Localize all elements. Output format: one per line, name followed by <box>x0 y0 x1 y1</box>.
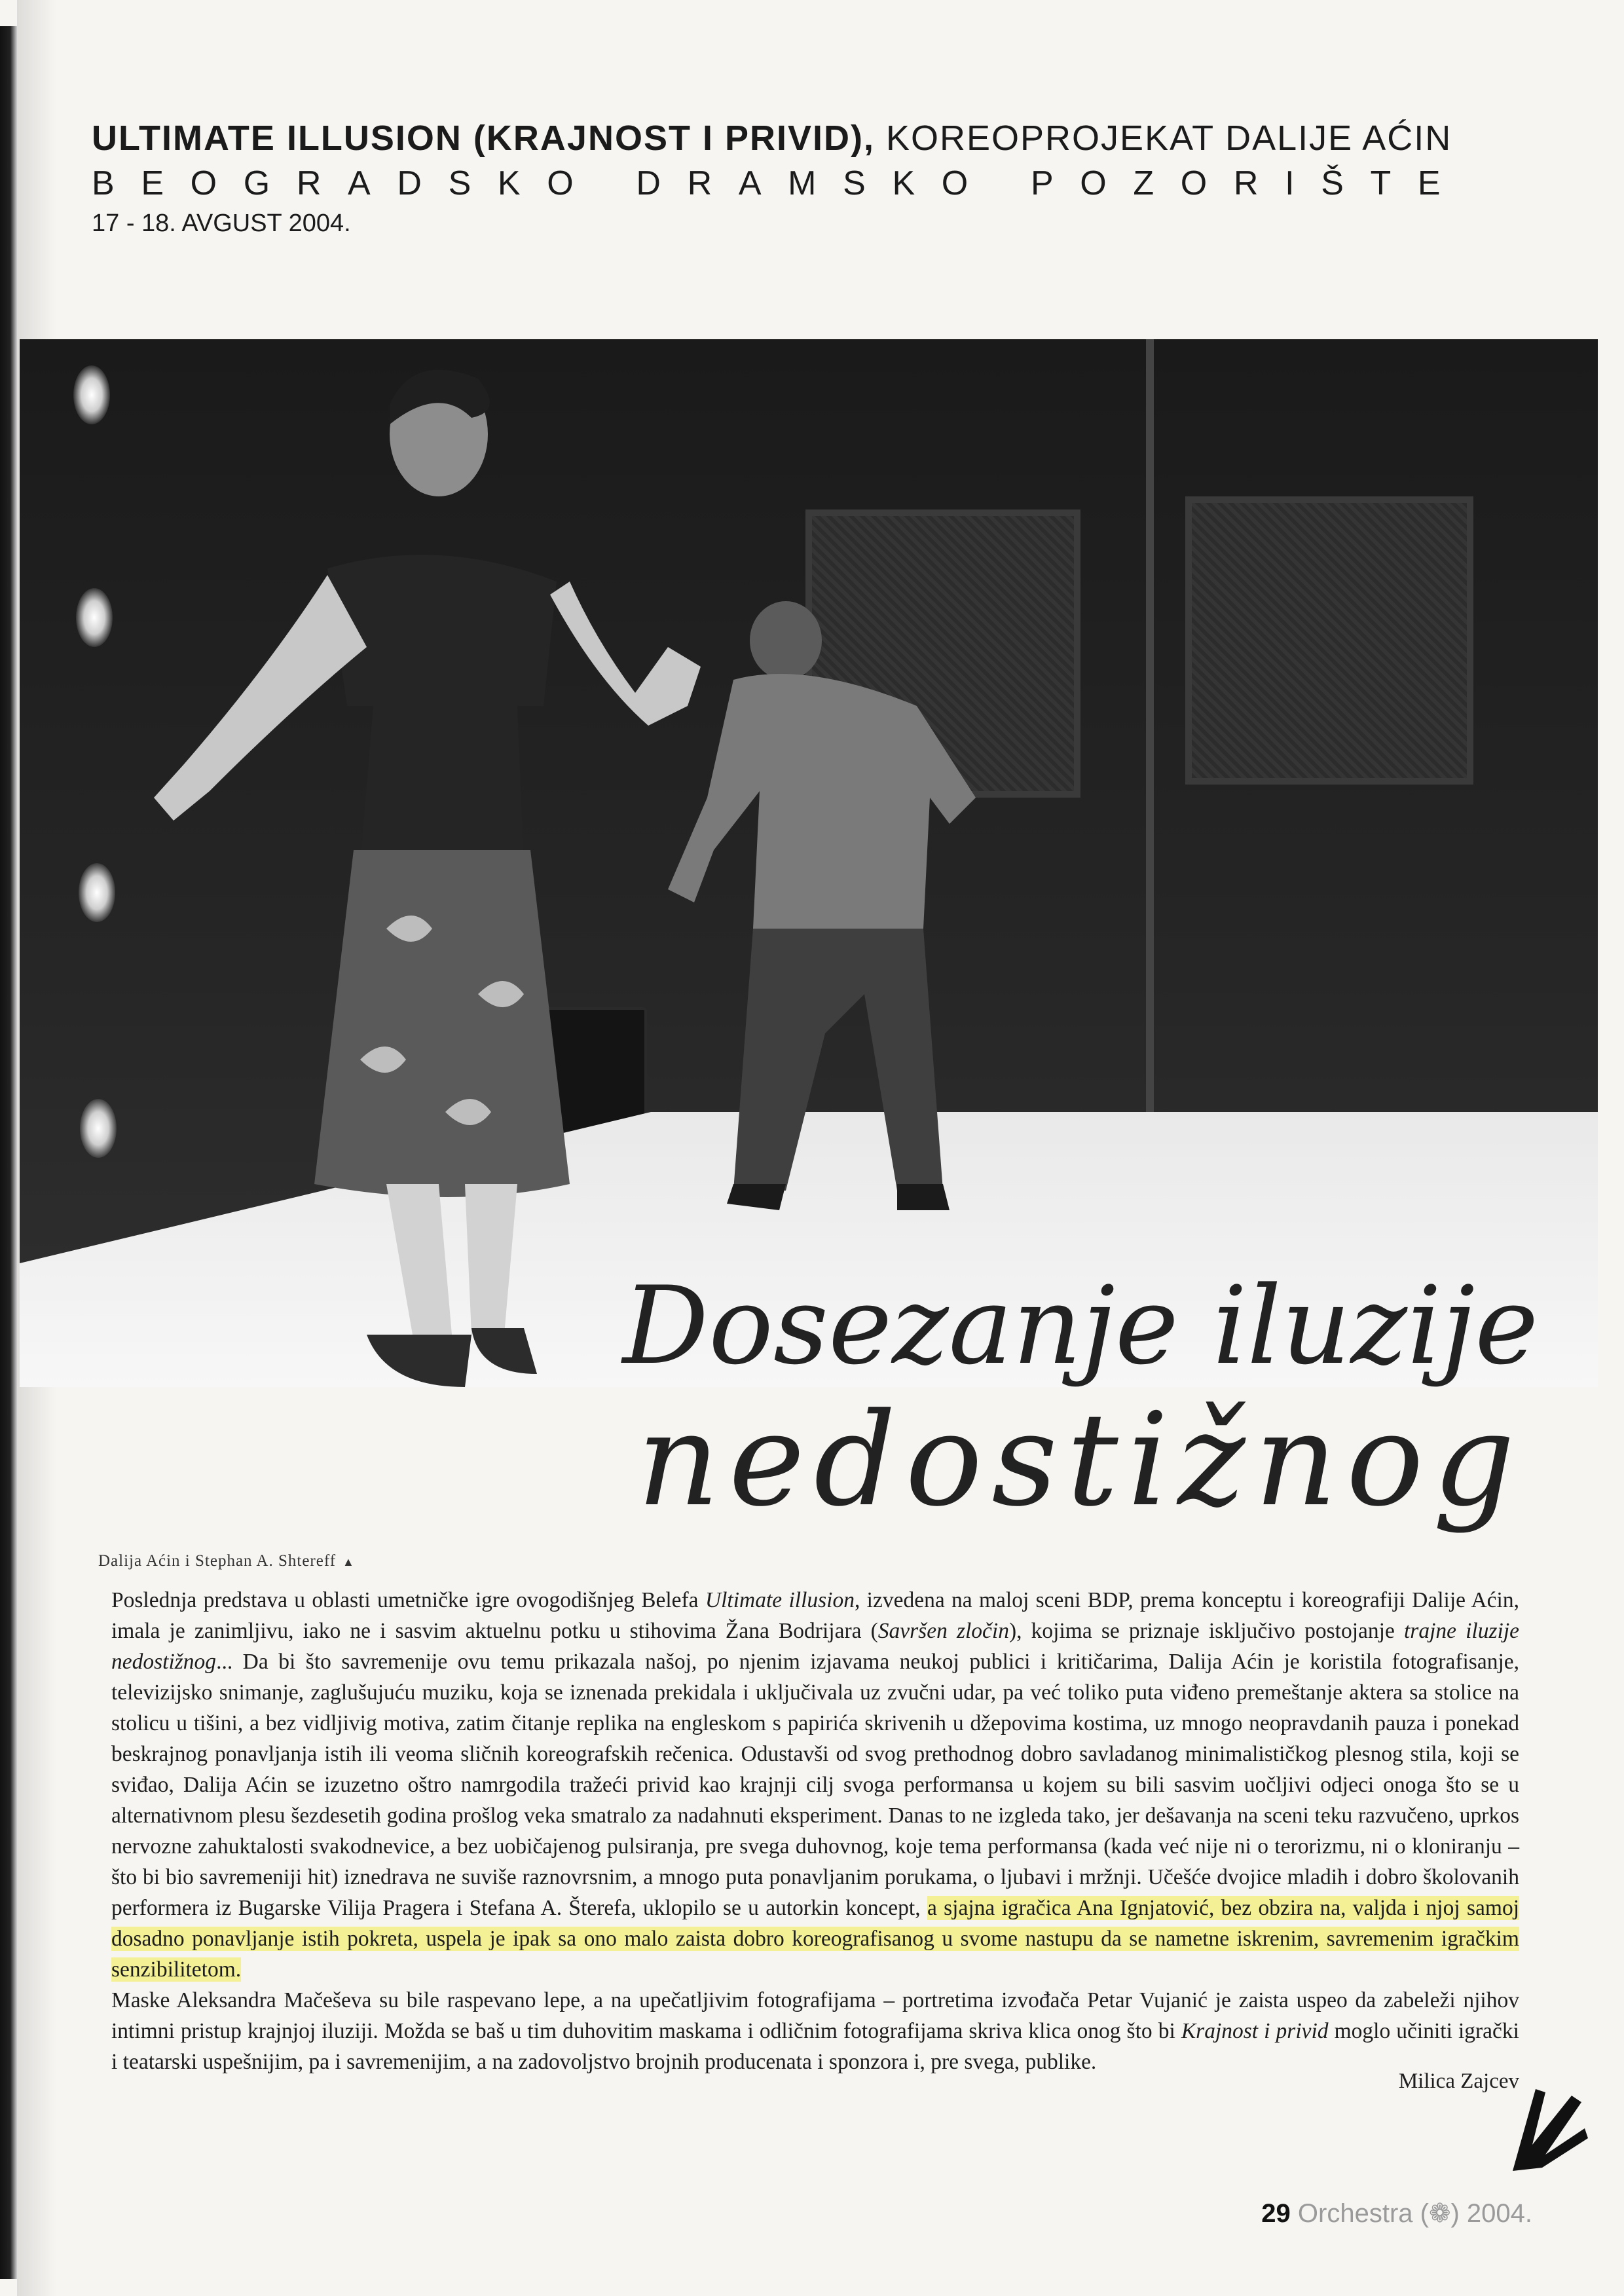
event-header <box>92 118 1452 238</box>
venue-letter <box>995 164 1004 203</box>
article-italic-title: Savršen zločin <box>877 1619 1009 1643</box>
article-text: moglo učiniti igrački i teatarski uspešnijim, pa i savremenijim, a na zadovoljstvo brojnih producenata i sponzora i, pre svega, publike. <box>111 2019 1519 2074</box>
venue-letter <box>600 164 609 203</box>
venue-letter: O <box>547 164 574 202</box>
article-italic-title: Krajnost i privid <box>1181 2019 1329 2043</box>
headline-line-1: Dosezanje iluzije <box>622 1263 1539 1388</box>
event-title <box>92 118 1452 158</box>
venue-letter: S <box>448 164 471 202</box>
venue-letter: D <box>636 164 661 202</box>
event-date: 17 - 18. AVGUST 2004. <box>92 210 351 237</box>
venue-letter: R <box>1233 164 1259 202</box>
venue-letter: M <box>788 164 817 202</box>
article-body <box>111 1585 1519 2077</box>
event-venue <box>92 164 1441 203</box>
venue-letter: R <box>296 164 322 202</box>
venue-letter: K <box>497 164 521 202</box>
article-headline <box>622 1263 1539 1535</box>
page-binding-edge <box>0 26 17 2279</box>
page-footer <box>1261 2198 1532 2229</box>
article-text: ), kojima se priznaje isključivo postojanje <box>1008 1619 1404 1643</box>
photo-caption <box>98 1552 355 1570</box>
article-author: Milica Zajcev <box>1398 2069 1519 2093</box>
venue-letter: Z <box>1133 164 1154 202</box>
dancer-woman <box>154 370 701 1387</box>
publication-name: Orchestra (❁) 2004. <box>1297 2199 1532 2228</box>
magazine-logo-mark <box>1506 2083 1591 2174</box>
venue-letter: A <box>738 164 762 202</box>
article-text: ... Da bi što savremenije ovu temu prikazala našoj, po njenim izjavama neukoj publici i kritičarima, Dalija Aćin je koristila fotografisanje, televizijsko snimanje, zaglušujuću muziku, koja se iznenada prekidala i uključivala uz zvučni udar, pa već toliko puta viđeno premeštanje aktera sa stolice na stolicu u tišini, a bez vidljivig motiva, zatim čitanje replika na engleskom s papirića skrivenih u džepovima kostima, uz mnogo neopravdanih pauza i ponekad beskrajnog ponavljanja istih ili veoma sličnih koreografskih rečenica. Odustavši od svog prethodnog dobro savladanog minimalističkog plesnog stila, koji se sviđao, Dalija Aćin se izuzetno oštro namrgodila tražeći privid kao krajnji cilj svoga performansa u kojem su bili sasvim uočljivi odjeci onoga što se u alternativnom plesu šezdesetih godina prošlog veka smatralo za nadahnuti eksperiment. Danas to ne izgleda tako, jer dešavanja na sceni teku razvučeno, uprkos nervozne zahuktalosti svakodnevice, a bez uobičajenog pulsiranja, pre svega duhovnog, koje tema performansa (kada već nije ni o terorizmu, ni o kloniranju – što bi bio savremeniji hit) iznedrava ne suviše raznovrsnim, a mnogo puta ponavljanim porukama, o ljubavi i mržnji. Učešće dvojice mladih i dobro školovanih performera iz Bugarske Vilija Pragera i Stefana A. Šterefa, uklopilo se u autorkin koncept, <box>111 1650 1519 1920</box>
venue-letter: O <box>941 164 969 202</box>
venue-letter: B <box>92 164 115 202</box>
venue-letter: E <box>1417 164 1441 202</box>
article-paragraph-2 <box>111 1985 1519 2077</box>
caption-triangle-icon: ▲ <box>342 1555 355 1568</box>
article-paragraph-1 <box>111 1585 1519 1985</box>
photo-dancers <box>20 339 1598 1387</box>
page-number: 29 <box>1261 2199 1291 2228</box>
venue-letter: O <box>1180 164 1208 202</box>
venue-letter: R <box>687 164 712 202</box>
article-text: , izvedena na maloj sceni BDP, prema konceptu i koreografiji Dalije Aćin, imala je zanimljivu, iako ne i sasvim aktuelnu potku u stihovima Žana Bodrijara ( <box>111 1588 1519 1643</box>
article-text: Poslednja predstava u oblasti umetničke igre ovogodišnjeg Belefa <box>111 1588 705 1612</box>
article-highlighted-text: a sjajna igračica Ana Ignjatović, bez obzira na, valjda i njoj samoj dosadno ponavljanje istih pokreta, uspela je ipak sa ono malo zaista dobro koreografisanog u svome nastupu da se nametne iskrenim, savremenim igračkim senzibilitetom. <box>111 1896 1520 1982</box>
venue-letter: Š <box>1321 164 1344 202</box>
article-italic-title: Ultimate illusion <box>705 1588 855 1612</box>
event-title-rest: KOREOPROJEKAT DALIJE AĆIN <box>886 119 1452 158</box>
venue-letter: P <box>1030 164 1054 202</box>
performance-photo <box>20 339 1598 1387</box>
venue-letter: K <box>892 164 915 202</box>
venue-letter: T <box>1370 164 1392 202</box>
venue-letter: E <box>141 164 164 202</box>
venue-letter: G <box>243 164 270 202</box>
article-italic-phrase: trajne iluzije nedostižnog <box>111 1619 1520 1674</box>
headline-line-2: nedostižnog <box>637 1386 1524 1535</box>
venue-letter: O <box>190 164 217 202</box>
venue-letter: O <box>1080 164 1107 202</box>
photo-caption-text: Dalija Aćin i Stephan A. Shtereff <box>98 1552 337 1570</box>
venue-letter: D <box>397 164 422 202</box>
venue-letter: I <box>1285 164 1295 202</box>
venue-letter: A <box>348 164 371 202</box>
venue-letter: S <box>843 164 866 202</box>
article-text: Maske Aleksandra Mačeševa su bile raspevano lepe, a na upečatljivim fotografijama – portretima izvođača Petar Vujanić je zaista uspeo da zabeleži njihov intimni pristup krajnjoj iluziji. Možda se baš u tim duhovitim maskama i odličnim fotografijama skriva klica onog što bi <box>111 1988 1519 2043</box>
event-title-bold: ULTIMATE ILLUSION (KRAJNOST I PRIVID), <box>92 119 875 158</box>
dancer-man <box>668 601 976 1210</box>
